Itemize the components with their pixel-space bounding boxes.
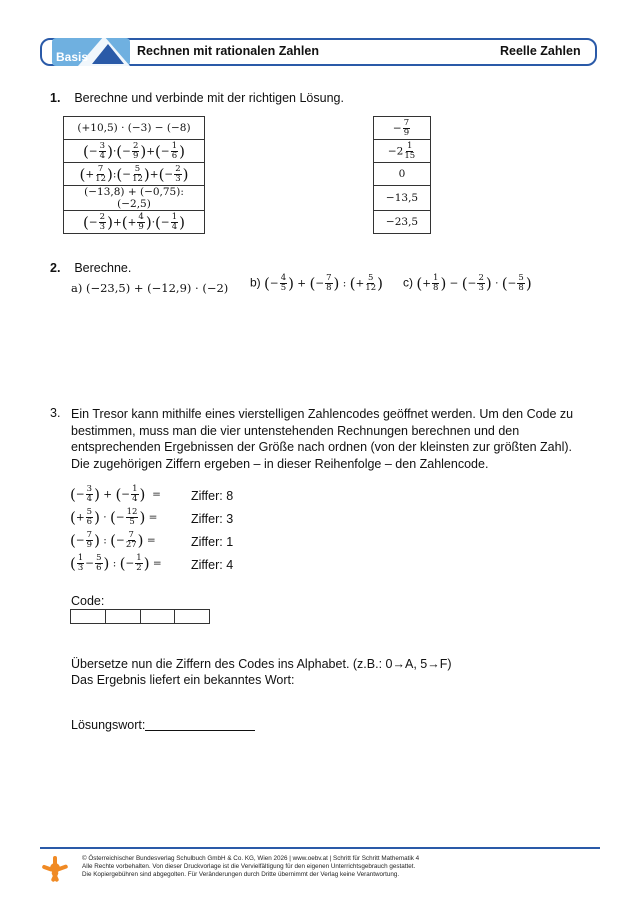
- q3-calc-1: (− $\frac{3}{4}$ ) + (− $\frac{1}{4}$ ) =: [70, 484, 161, 504]
- ziffer-4: Ziffer: 4: [191, 558, 234, 572]
- q2-b: b) (− $\frac{4}{5}$ ) + (− $\frac{7}{8}$ ) : (+ $\frac{5}{12}$ ): [250, 273, 383, 293]
- q1-left-5[interactable]: (− $\frac{2}{3}$ )+(+ $\frac{4}{9}$ )·(− $\frac{1}{4}$ ): [64, 211, 205, 234]
- q3-calc-3: (− $\frac{7}{9}$ ) : (− $\frac{7}{27}$ ) =: [70, 530, 156, 550]
- q1-right-2[interactable]: −2 $\frac{1}{15}$: [374, 140, 431, 163]
- q1-right-5[interactable]: −23,5: [374, 211, 431, 234]
- q1-left-2[interactable]: (− $\frac{3}{4}$ )·(− $\frac{2}{9}$ )+(− $\frac{1}{6}$ ): [64, 140, 205, 163]
- q1-left-1[interactable]: (+10,5) · (−3) − (−8): [64, 117, 205, 140]
- q1-right-1[interactable]: − $\frac{7}{9}$: [374, 117, 431, 140]
- ziffer-1: Ziffer: 8: [191, 489, 234, 503]
- code-label: Code:: [71, 594, 105, 608]
- q3-calc-2: (+ $\frac{5}{6}$ ) · (− $\frac{12}{5}$ ) =: [70, 507, 158, 527]
- ziffer-2: Ziffer: 3: [191, 512, 234, 526]
- basis-badge: [46, 32, 132, 70]
- chapter-title: Reelle Zahlen: [500, 44, 581, 58]
- q2-text: Berechne.: [74, 261, 132, 275]
- footer-line-3: Die Kopiergebühren sind abgegolten. Für Veränderungen durch Dritte übernimmt der Verlag keine Verantwortung.: [82, 871, 400, 878]
- code-boxes[interactable]: [70, 609, 210, 624]
- page-title: Rechnen mit rationalen Zahlen: [137, 44, 319, 58]
- q3-number: 3.: [50, 406, 61, 420]
- loesungswort-line[interactable]: [145, 730, 255, 731]
- code-digit-1[interactable]: [71, 610, 106, 623]
- q2-c: c) (+ $\frac{1}{8}$ ) − (− $\frac{2}{3}$ ) · (− $\frac{5}{8}$ ): [403, 273, 532, 293]
- q2-number: 2.: [50, 261, 61, 275]
- q1-left-3[interactable]: (+ $\frac{7}{12}$ ):(− $\frac{5}{12}$ )+(− $\frac{2}{3}$ ): [64, 163, 205, 186]
- footer-line-1: © Österreichischer Bundesverlag Schulbuch GmbH & Co. KG, Wien 2026 | www.oebv.at | Schritt für Schritt Mathematik 4: [82, 855, 420, 862]
- basis-label: Basis: [56, 50, 89, 64]
- footer-text: [82, 855, 419, 879]
- publisher-logo-icon: [40, 854, 70, 884]
- code-digit-2[interactable]: [106, 610, 141, 623]
- q1-right-4[interactable]: −13,5: [374, 186, 431, 211]
- code-digit-4[interactable]: [175, 610, 209, 623]
- result-text: Das Ergebnis liefert ein bekanntes Wort:: [71, 673, 295, 687]
- q3-calc-4: ( $\frac{1}{3}$ − $\frac{5}{6}$ ) : (− $\frac{1}{2}$ ) =: [70, 553, 162, 573]
- q1-text: Berechne und verbinde mit der richtigen Lösung.: [74, 91, 344, 105]
- q1-left-4[interactable]: (−13,8) + (−0,75): (−2,5): [64, 186, 205, 211]
- q1-table: [63, 116, 431, 234]
- q1-number: 1.: [50, 91, 61, 105]
- q1-right-3[interactable]: 0: [374, 163, 431, 186]
- translate-text: Übersetze nun die Ziffern des Codes ins Alphabet. (z.B.: 0→A, 5→F): [71, 657, 452, 671]
- q3-text: Ein Tresor kann mithilfe eines vierstelligen Zahlencodes geöffnet werden. Um den Code zu bestimmen, muss man die vier untenstehenden Rechnungen berechnen und den entsprechenden Ergebnissen der Größe nach ordnen (von der kleinsten zur größten Zahl). Die zugehörigen Ziffern ergeben – in dieser Reihenfolge – den Zahlencode.: [71, 407, 574, 471]
- loesungswort-label: Lösungswort:: [71, 718, 146, 732]
- q2-heading: [50, 261, 131, 275]
- q2-a: a) (−23,5) + (−12,9) · (−2): [71, 281, 229, 295]
- ziffer-3: Ziffer: 1: [191, 535, 234, 549]
- footer-divider: [40, 847, 600, 849]
- code-digit-3[interactable]: [141, 610, 176, 623]
- q1-heading: [50, 91, 344, 105]
- footer-line-2: Alle Rechte vorbehalten. Von dieser Druckvorlage ist die Vervielfältigung für den eigenen Unterrichtsgebrauch gestattet.: [82, 863, 416, 870]
